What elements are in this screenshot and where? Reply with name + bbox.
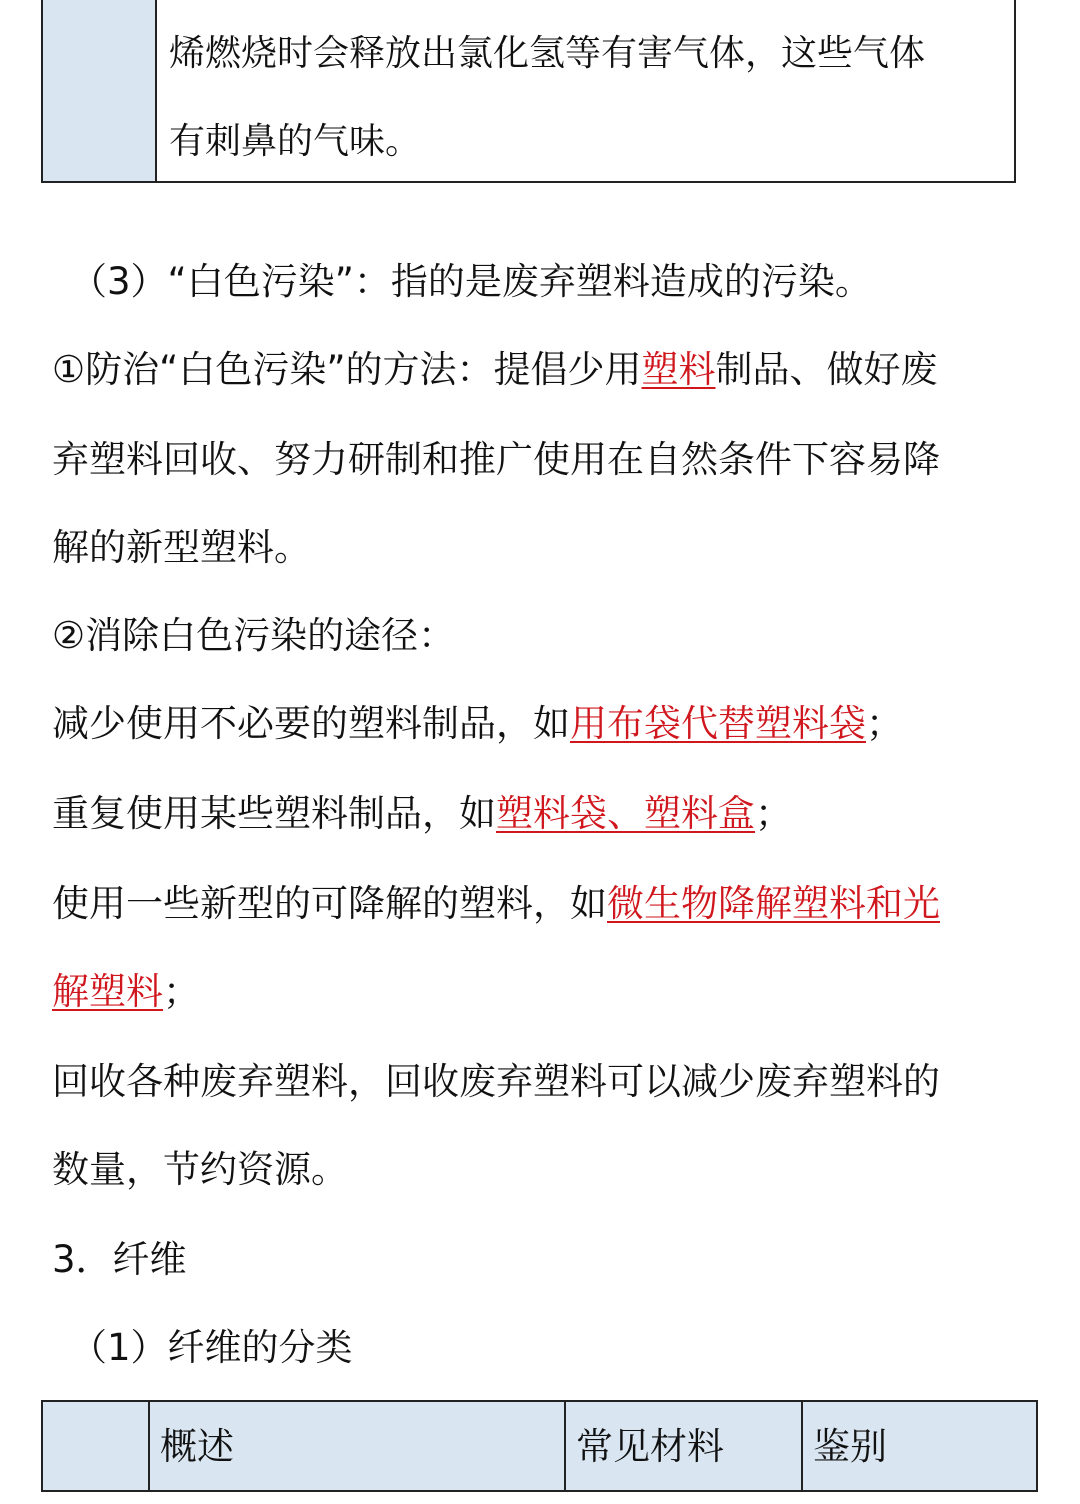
- fiber-table-header: [41, 1400, 1038, 1492]
- reuse-suffix: ；: [755, 792, 792, 835]
- reduce-red-text: 用布袋代替塑料袋: [570, 702, 866, 745]
- fiber-subheading: （1）纤维的分类: [70, 1326, 353, 1369]
- table-shaded-cell: [43, 0, 157, 181]
- reduce-prefix: 减少使用不必要的塑料制品，如: [52, 702, 570, 745]
- degradable-suffix: ；: [163, 970, 200, 1013]
- recycle-line-1: 回收各种废弃塑料，回收废弃塑料可以减少废弃塑料的: [52, 1060, 940, 1103]
- prevention-line-3: 解的新型塑料。: [52, 526, 311, 569]
- recycle-line-2: 数量，节约资源。: [52, 1148, 348, 1191]
- table-header-blank: [43, 1402, 150, 1490]
- reuse-line: [52, 790, 792, 838]
- table-header-materials: 常见材料: [566, 1402, 803, 1490]
- degradable-red-text-2: 解塑料: [52, 970, 163, 1013]
- degradable-red-text-1: 微生物降解塑料和光: [607, 882, 940, 925]
- prevention-suffix: 制品、做好废: [715, 348, 938, 391]
- reduce-suffix: ；: [866, 702, 903, 745]
- prevention-prefix: ①防治“白色污染”的方法：提倡少用: [52, 348, 642, 391]
- reuse-prefix: 重复使用某些塑料制品，如: [52, 792, 496, 835]
- table-text-cell: [157, 0, 1014, 181]
- section3-heading: （3）“白色污染”：指的是废弃塑料造成的污染。: [70, 260, 872, 303]
- table-text-line-2: 有刺鼻的气味。: [169, 121, 422, 162]
- prevention-line-2: 弃塑料回收、努力研制和推广使用在自然条件下容易降: [52, 438, 940, 481]
- degradable-line-2: [52, 968, 200, 1016]
- prevention-line-1: [52, 346, 938, 394]
- table-header-identification: 鉴别: [803, 1402, 1036, 1490]
- prevention-red-text: 塑料: [641, 348, 716, 391]
- elimination-heading: ②消除白色污染的途径：: [52, 614, 456, 657]
- degradable-prefix: 使用一些新型的可降解的塑料，如: [52, 882, 607, 925]
- reuse-red-text: 塑料袋、塑料盒: [496, 792, 755, 835]
- reduce-line: [52, 700, 903, 748]
- table-text-line-1: 烯燃烧时会释放出氯化氢等有害气体，这些气体: [169, 33, 926, 74]
- fiber-heading: 3．纤维: [52, 1238, 187, 1281]
- degradable-line-1: [52, 880, 940, 928]
- top-table-fragment: [41, 0, 1016, 183]
- table-header-overview: 概述: [150, 1402, 566, 1490]
